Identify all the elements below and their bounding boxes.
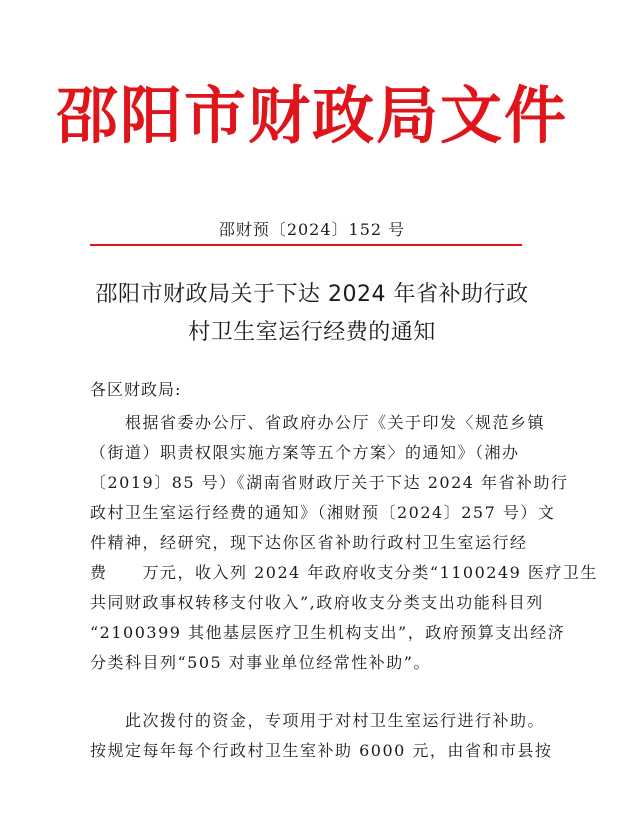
paragraph-1 — [90, 408, 598, 678]
document-number: 邵财预〔2024〕152 号 — [218, 220, 406, 239]
paragraph-line: （街道）职责权限实施方案等五个方案〉的通知》（湘办 — [90, 443, 520, 462]
paragraph-line: 件精神，经研究，现下达你区省补助行政村卫生室运行经 — [90, 533, 528, 552]
notice-title-line-2: 村卫生室运行经费的通知 — [188, 320, 436, 345]
paragraph-line: 此次拨付的资金，专项用于对村卫生室运行进行补助。 — [90, 711, 546, 730]
paragraph-line: 共同财政事权转移支付收入”,政府收支分类支出功能科目列 — [90, 593, 544, 612]
paragraph-2 — [90, 706, 553, 766]
addressee: 各区财政局: — [90, 380, 182, 399]
agency-header-title: 邵阳市财政局文件 — [55, 79, 568, 152]
notice-title — [0, 276, 624, 352]
paragraph-line: 分类科目列“505 对事业单位经常性补助”。 — [90, 653, 431, 672]
paragraph-line: 政村卫生室运行经费的通知》（湘财预〔2024〕257 号）文 — [90, 503, 556, 522]
notice-title-line-1: 邵阳市财政局关于下达 2024 年省补助行政 — [95, 282, 529, 307]
red-separator-line — [90, 244, 522, 246]
paragraph-line: 根据省委办公厅、省政府办公厅《关于印发〈规范乡镇 — [90, 413, 546, 432]
paragraph-line: 费 万元，收入列 2024 年政府收支分类“1100249 医疗卫生 — [90, 563, 598, 582]
paragraph-line: “2100399 其他基层医疗卫生机构支出”，政府预算支出经济 — [90, 623, 566, 642]
paragraph-line: 按规定每年每个行政村卫生室补助 6000 元，由省和市县按 — [90, 741, 553, 760]
paragraph-line: 〔2019〕85 号）《湖南省财政厅关于下达 2024 年省补助行 — [90, 473, 569, 492]
